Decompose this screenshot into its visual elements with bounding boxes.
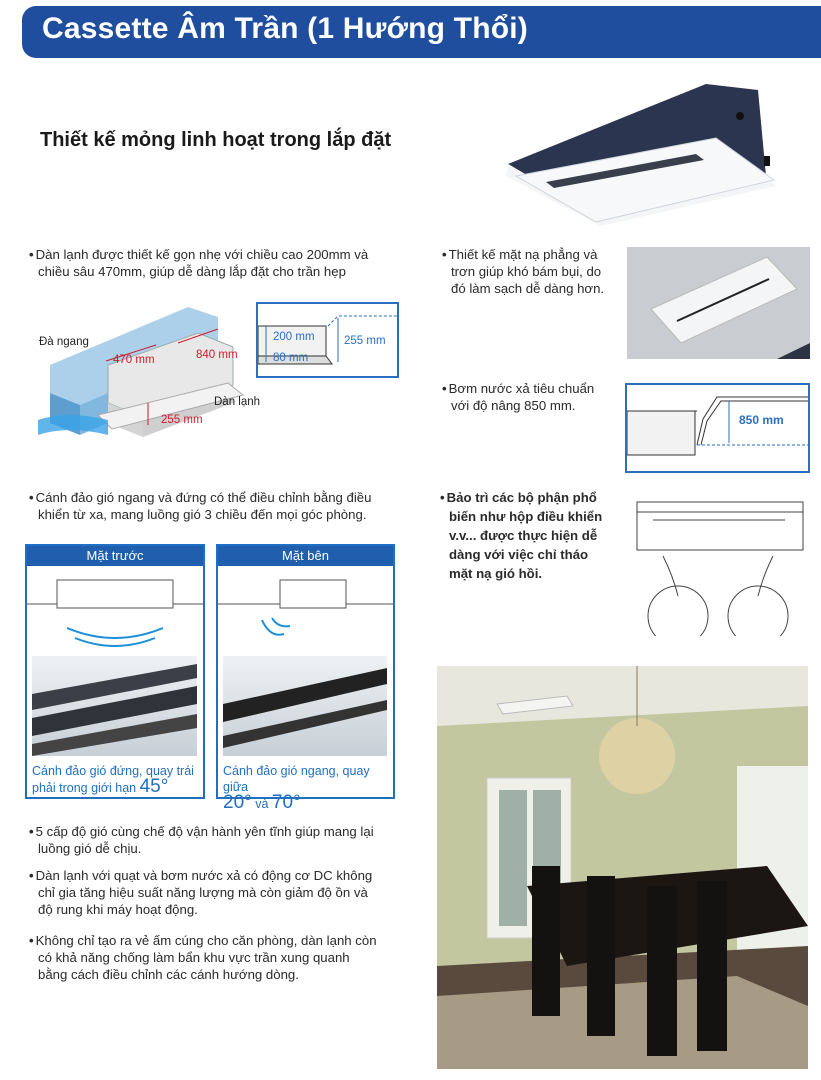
bullet-maintenance: • Bảo trì các bộ phận phổ biến như hộp điều khiển v.v... được thực hiện dễ dàng với việc chỉ tháo mặt nạ gió hồi. [440, 490, 603, 581]
bullet-fan-levels: • 5 cấp độ gió cùng chế độ vận hành yên tĩnh giúp mang lại luồng gió dễ chịu. [29, 824, 374, 856]
bullet-flat-panel: • Thiết kế mặt nạ phẳng và trơn giúp khó bám bụi, do đó làm sạch dễ dàng hơn. [442, 247, 605, 296]
label-unit: Dàn lạnh [214, 396, 261, 408]
section-gap: 80 mm [273, 352, 309, 364]
hero-cassette-unit [496, 76, 786, 226]
section-diagram [256, 302, 399, 378]
page-title: Cassette Âm Trần (1 Hướng Thổi) [42, 12, 528, 45]
side-view-card [216, 544, 395, 813]
bullet-louver-control: • Cánh đảo gió ngang và đứng có thể điều chỉnh bằng điều khiển từ xa, mang luồng gió 3 chiều đến mọi góc phòng. [29, 490, 372, 522]
side-view-title: Mặt bên [218, 546, 393, 566]
label-beam: Đà ngang [39, 336, 89, 348]
dining-room-photo [437, 666, 808, 1069]
bullet-drain-pump: • Bơm nước xả tiêu chuẩn với độ nâng 850 mm. [442, 381, 595, 413]
side-view-caption: Cánh đảo gió ngang, quay giữa 20° và 70° [223, 764, 370, 813]
bullet-dc-motor: • Dàn lạnh với quạt và bơm nước xả có động cơ DC không chỉ gia tăng hiệu suất năng lượng mà còn giảm độ ồn và độ rung khi máy hoạt động. [29, 868, 373, 917]
front-view-caption: Cánh đảo gió đứng, quay trái phải trong giới hạn 45° [32, 764, 194, 797]
side-louver-photo [223, 656, 387, 756]
front-view-card [25, 544, 205, 799]
maintenance-diagram [633, 496, 808, 636]
bullet-anti-smudge: • Không chỉ tạo ra vẻ ấm cúng cho căn phòng, dàn lạnh còn có khả năng chống làm bẩn khu vực trần xung quanh bằng cách điều chỉnh các cánh hướng dòng. [29, 933, 377, 982]
label-width: 840 mm [196, 349, 238, 361]
section-height: 200 mm [273, 331, 315, 343]
section-subtitle: Thiết kế mỏng linh hoạt trong lắp đặt [40, 129, 392, 151]
section-total: 255 mm [344, 335, 386, 347]
drain-lift: 850 mm [739, 413, 784, 427]
iso-dimension-diagram [28, 295, 253, 455]
front-view-title: Mặt trước [27, 546, 203, 566]
label-depth: 470 mm [113, 354, 155, 366]
label-gap: 255 mm [161, 414, 203, 426]
flat-panel-photo [627, 247, 810, 359]
front-louver-photo [32, 656, 197, 756]
drain-diagram [625, 383, 810, 473]
bullet-compact-size: • Dàn lạnh được thiết kế gọn nhẹ với chiều cao 200mm và chiều sâu 470mm, giúp dễ dàng lắp đặt cho trần hẹp [29, 247, 369, 279]
